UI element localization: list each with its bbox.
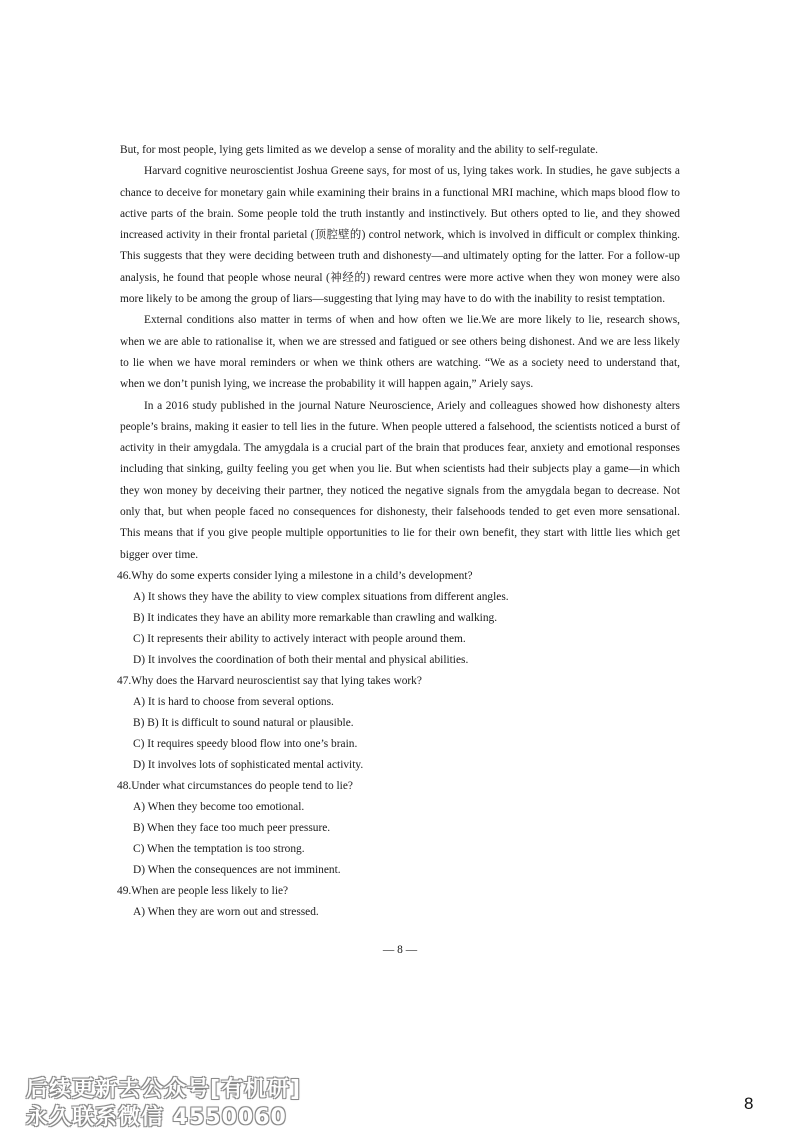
watermark	[26, 1076, 326, 1132]
option-c: C) When the temptation is too strong.	[133, 842, 305, 855]
option-a: A) It is hard to choose from several options.	[133, 695, 334, 708]
option-c: C) It represents their ability to actively interact with people around them.	[133, 632, 466, 645]
option-c: C) It requires speedy blood flow into one’s brain.	[133, 737, 358, 750]
corner-page-number: 8	[744, 1094, 754, 1113]
question-46	[117, 566, 680, 671]
option-b: B) It indicates they have an ability more remarkable than crawling and walking.	[133, 611, 498, 624]
question-stem: 47.Why does the Harvard neuroscientist say that lying takes work?	[117, 674, 422, 687]
option-b: B) When they face too much peer pressure.	[133, 821, 331, 834]
question-48	[117, 776, 680, 881]
paragraph-1: But, for most people, lying gets limited as we develop a sense of morality and the ability to self-regulate.	[120, 144, 598, 156]
watermark-line-2: 永久联系微信 4550060	[26, 1105, 287, 1130]
document-body	[117, 140, 680, 923]
option-a: A) When they are worn out and stressed.	[133, 905, 319, 918]
question-47	[117, 671, 680, 776]
option-d: D) When the consequences are not imminent.	[133, 863, 341, 876]
option-d: D) It involves lots of sophisticated mental activity.	[133, 758, 364, 771]
option-d: D) It involves the coordination of both their mental and physical abilities.	[133, 653, 469, 666]
question-stem: 49.When are people less likely to lie?	[117, 884, 289, 897]
question-stem: 48.Under what circumstances do people tend to lie?	[117, 779, 353, 792]
paragraph-2: Harvard cognitive neuroscientist Joshua Greene says, for most of us, lying takes work. In studies, he gave subjects a chance to deceive for monetary gain while examining their brains in a functional MRI machine, which maps blood flow to active parts of the brain. Some people told the truth instantly and instinctively. But others opted to lie, and they showed increased activity in their frontal parietal (顶腔壁的) control network, which is involved in difficult or complex thinking. This suggests that they were deciding between truth and dishonesty—and ultimately opting for the latter. For a follow-up analysis, he found that people whose neural (神经的) reward centres were more active when they won money were also more likely to be among the group of liars—suggesting that lying may have to do with the inability to resist temptation.	[120, 165, 680, 306]
question-49	[117, 881, 680, 923]
paragraph-4: In a 2016 study published in the journal Nature Neuroscience, Ariely and colleagues showed how dishonesty alters people’s brains, making it easier to tell lies in the future. When people uttered a falsehood, the scientists noticed a burst of activity in their amygdala. The amygdala is a crucial part of the brain that produces fear, anxiety and emotional responses including that sinking, guilty feeling you get when you lie. But when scientists had their subjects play a game—in which they won money by deceiving their partner, they noticed the negative signals from the amygdala began to decrease. Not only that, but when people faced no consequences for dishonesty, their falsehoods tended to get even more sensational. This means that if you give people multiple opportunities to lie for their own benefit, they start with little lies which get bigger over time.	[120, 399, 680, 561]
page-number-footer: — 8 —	[382, 944, 418, 956]
option-a: A) It shows they have the ability to view complex situations from different angles.	[133, 590, 509, 603]
option-a: A) When they become too emotional.	[133, 800, 305, 813]
option-b: B) B) It is difficult to sound natural or plausible.	[133, 716, 354, 729]
question-stem: 46.Why do some experts consider lying a milestone in a child’s development?	[117, 569, 473, 582]
paragraph-3: External conditions also matter in terms of when and how often we lie.We are more likely to lie, research shows, when we are able to rationalise it, when we are stressed and fatigued or see others being dishonest. And we are less likely to lie when we have moral reminders or when we think others are watching. “We as a society need to understand that, when we don’t punish lying, we increase the probability it will happen again,” Ariely says.	[120, 314, 680, 391]
watermark-line-1: 后续更新去公众号[有机研]	[26, 1077, 302, 1102]
